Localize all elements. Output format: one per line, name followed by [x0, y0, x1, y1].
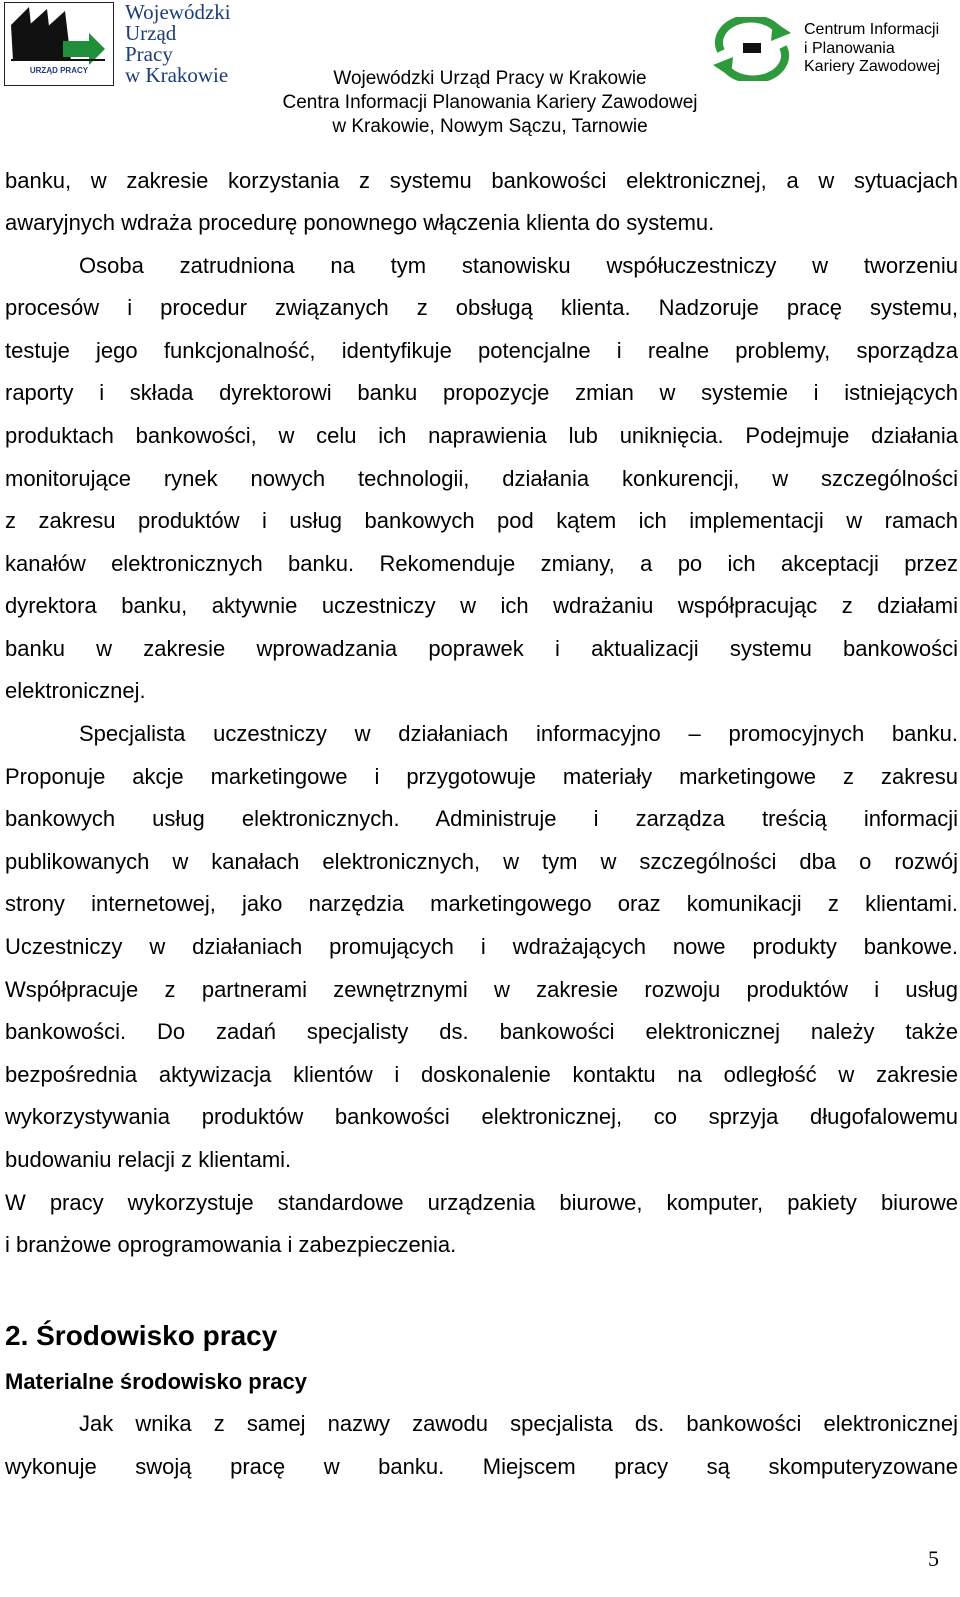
text-line: strony internetowej, jako narzędzia marketingowego oraz komunikacji z klientami.	[5, 891, 958, 916]
cip-name	[804, 21, 940, 77]
text-line: Specjalista uczestniczy w działaniach informacyjno – promocyjnych banku.	[79, 721, 958, 746]
text-line: Proponuje akcje marketingowe i przygotowuje materiały marketingowe z zakresu	[5, 764, 958, 789]
text-line: i branżowe oprogramowania i zabezpieczenia.	[5, 1232, 457, 1257]
text-line: Uczestniczy w działaniach promujących i wdrażających nowe produkty bankowe.	[5, 934, 958, 959]
page-number: 5	[928, 1546, 939, 1571]
text-line: awaryjnych wdraża procedurę ponownego włączenia klienta do systemu.	[5, 210, 715, 235]
text-line: raporty i składa dyrektorowi banku propozycje zmian w systemie i istniejących	[5, 380, 958, 405]
text-line: testuje jego funkcjonalność, identyfikuje potencjalne i realne problemy, sporządza	[5, 338, 958, 363]
text-line: produktach bankowości, w celu ich naprawienia lub uniknięcia. Podejmuje działania	[5, 423, 958, 448]
cip-name-line: Centrum Informacji	[804, 21, 940, 38]
text-line: banku, w zakresie korzystania z systemu bankowości elektronicznej, a w sytuacjach	[5, 168, 958, 193]
text-line: Jak wnika z samej nazwy zawodu specjalista ds. bankowości elektronicznej	[79, 1411, 958, 1436]
header-institution	[200, 67, 780, 139]
header-line: Centra Informacji Planowania Kariery Zawodowej	[282, 92, 698, 113]
text-line: monitorujące rynek nowych technologii, działania konkurencji, w szczególności	[5, 466, 958, 491]
text-line: bezpośrednia aktywizacja klientów i doskonalenie kontaktu na odległość w zakresie	[5, 1062, 958, 1087]
page-header	[0, 0, 960, 150]
text-line: dyrektora banku, aktywnie uczestniczy w ich wdrażaniu współpracując z działami	[5, 593, 958, 618]
cip-name-line: Kariery Zawodowej	[804, 58, 941, 75]
text-line: banku w zakresie wprowadzania poprawek i aktualizacji systemu bankowości	[5, 636, 958, 661]
text-line: procesów i procedur związanych z obsługą klienta. Nadzoruje pracę systemu,	[5, 295, 958, 320]
text-line: Współpracuje z partnerami zewnętrznymi w zakresie rozwoju produktów i usług	[5, 977, 958, 1002]
wup-name-line: w Krakowie	[125, 63, 229, 87]
text-line: W pracy wykorzystuje standardowe urządzenia biurowe, komputer, pakiety biurowe	[5, 1190, 958, 1215]
text-line: wykonuje swoją pracę w banku. Miejscem pracy są skomputeryzowane	[5, 1454, 958, 1479]
text-line: publikowanych w kanałach elektronicznych, w tym w szczególności dba o rozwój	[5, 849, 958, 874]
text-line: elektronicznej.	[5, 678, 146, 703]
text-line: z zakresu produktów i usług bankowych pod kątem ich implementacji w ramach	[5, 508, 958, 533]
wup-name-line: Pracy	[125, 42, 173, 66]
wup-logo-graphic	[5, 3, 113, 85]
header-line: w Krakowie, Nowym Sączu, Tarnowie	[332, 116, 648, 137]
text-line: bankowych usług elektronicznych. Administruje i zarządza treścią informacji	[5, 806, 958, 831]
wup-logo-caption: URZĄD PRACY	[29, 66, 89, 75]
subsection-heading: Materialne środowisko pracy	[5, 1369, 307, 1394]
wup-logo	[4, 2, 114, 86]
cip-logo	[707, 17, 797, 81]
cip-name-line: i Planowania	[804, 39, 895, 57]
text-line: Osoba zatrudniona na tym stanowisku współuczestniczy w tworzeniu	[79, 253, 958, 278]
section-heading: 2. Środowisko pracy	[5, 1320, 278, 1351]
cip-logo-graphic	[707, 17, 797, 81]
text-line: budowaniu relacji z klientami.	[5, 1147, 292, 1172]
text-line: bankowości. Do zadań specjalisty ds. bankowości elektronicznej należy także	[5, 1019, 958, 1044]
text-line: wykorzystywania produktów bankowości elektronicznej, co sprzyja długofalowemu	[5, 1104, 958, 1129]
wup-name-line: Urząd	[125, 21, 177, 45]
text-line: kanałów elektronicznych banku. Rekomenduje zmiany, a po ich akceptacji przez	[5, 551, 958, 576]
header-line: Wojewódzki Urząd Pracy w Krakowie	[333, 68, 647, 89]
wup-name-line: Wojewódzki	[125, 0, 231, 24]
